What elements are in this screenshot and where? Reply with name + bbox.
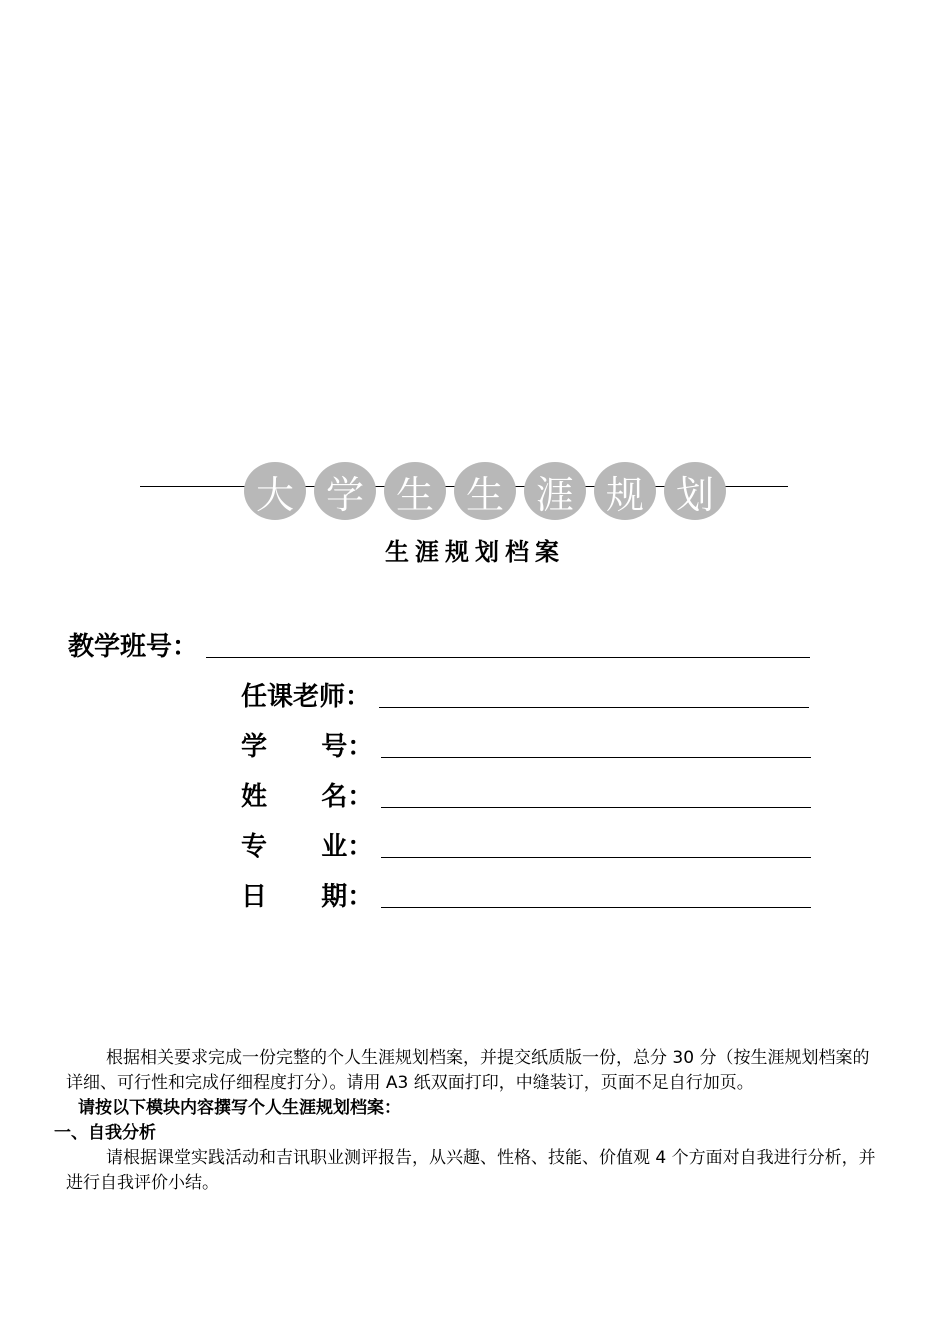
- major-input-line[interactable]: [381, 857, 811, 858]
- class-number-label: 教学班号：: [68, 632, 199, 662]
- teacher-label: 任课老师：: [241, 682, 372, 712]
- date-label: 日 期：: [241, 882, 374, 912]
- intro-paragraph: 根据相关要求完成一份完整的个人生涯规划档案，并提交纸质版一份，总分 30 分（按生涯规划档案的详细、可行性和完成仔细程度打分）。请用 A3 纸双面打印，中缝装订，页面不足自行加页。: [66, 1048, 870, 1093]
- title-char: 划: [664, 462, 726, 520]
- page-subtitle: 生涯规划档案: [385, 537, 565, 566]
- section-1-body: 请根据课堂实践活动和吉讯职业测评报告，从兴趣、性格、技能、价值观 4 个方面对自我进行分析，并进行自我评价小结。: [66, 1148, 876, 1193]
- modules-heading: 请按以下模块内容撰写个人生涯规划档案：: [78, 1098, 401, 1118]
- title-char: 规: [594, 462, 656, 520]
- title-char: 涯: [524, 462, 586, 520]
- title-char: 生: [454, 462, 516, 520]
- date-input-line[interactable]: [381, 907, 811, 908]
- student-id-input-line[interactable]: [381, 757, 811, 758]
- title-char: 学: [314, 462, 376, 520]
- class-number-input-line[interactable]: [206, 657, 810, 658]
- title-char: 大: [244, 462, 306, 520]
- title-circles: [244, 462, 726, 520]
- major-label: 专 业：: [241, 832, 374, 862]
- instructions: [54, 1046, 886, 1196]
- section-1-title: 一、自我分析: [54, 1123, 156, 1143]
- name-label: 姓 名：: [241, 782, 374, 812]
- title-banner: [140, 462, 788, 522]
- date-field: [241, 882, 811, 912]
- student-id-field: [241, 732, 811, 762]
- major-field: [241, 832, 811, 862]
- teacher-input-line[interactable]: [379, 707, 809, 708]
- name-input-line[interactable]: [381, 807, 811, 808]
- name-field: [241, 782, 811, 812]
- class-number-field: [68, 632, 810, 662]
- teacher-field: [241, 682, 809, 712]
- student-id-label: 学 号：: [241, 732, 374, 762]
- title-char: 生: [384, 462, 446, 520]
